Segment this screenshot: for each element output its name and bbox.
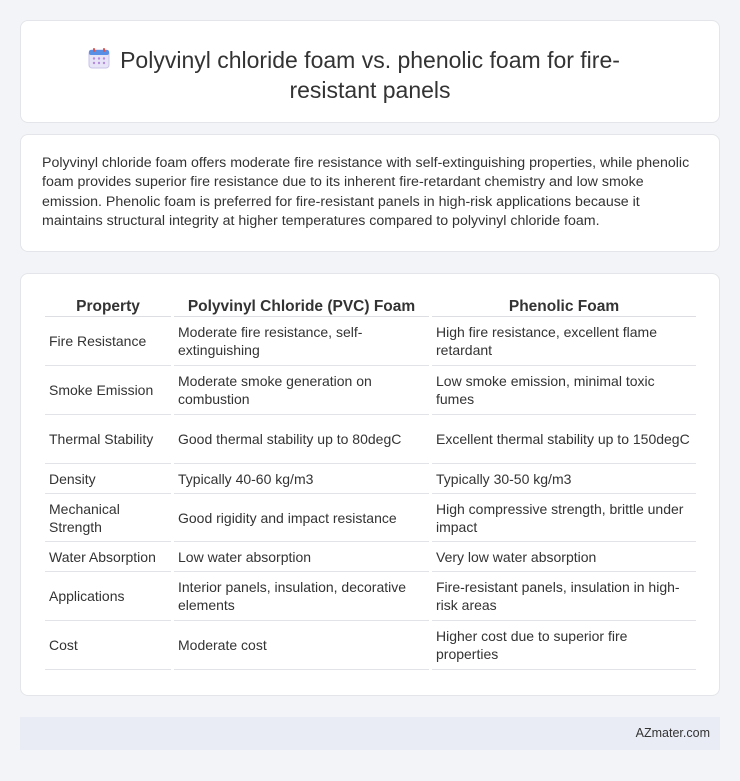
table-row [45, 542, 696, 572]
row-property: Cost [45, 621, 171, 670]
row-pvc-value: Good thermal stability up to 80degC [174, 415, 429, 464]
row-phenolic-value: Higher cost due to superior fire properties [432, 621, 696, 670]
row-property: Smoke Emission [45, 366, 171, 415]
row-pvc-value: Moderate cost [174, 621, 429, 670]
row-pvc-value: Interior panels, insulation, decorative elements [174, 572, 429, 621]
table-row [45, 317, 696, 366]
row-phenolic-value: Excellent thermal stability up to 150degC [432, 415, 696, 464]
row-property: Mechanical Strength [45, 494, 171, 542]
footer-bar [20, 717, 720, 750]
header-phenolic-foam: Phenolic Foam [432, 296, 696, 317]
row-phenolic-value: Low smoke emission, minimal toxic fumes [432, 366, 696, 415]
header-pvc-foam: Polyvinyl Chloride (PVC) Foam [174, 296, 429, 317]
footer-site-link[interactable]: AZmater.com [635, 726, 710, 740]
row-property: Density [45, 464, 171, 494]
comparison-table-card [20, 273, 720, 696]
row-pvc-value: Moderate fire resistance, self-extinguishing [174, 317, 429, 366]
page-title-line-2: resistant panels [289, 77, 451, 103]
row-property: Water Absorption [45, 542, 171, 572]
table-row [45, 415, 696, 464]
table-row [45, 366, 696, 415]
row-phenolic-value: High compressive strength, brittle under impact [432, 494, 696, 542]
title-card [20, 20, 720, 123]
row-property: Fire Resistance [45, 317, 171, 366]
table-row [45, 621, 696, 670]
row-phenolic-value: High fire resistance, excellent flame retardant [432, 317, 696, 366]
row-pvc-value: Low water absorption [174, 542, 429, 572]
table-row [45, 464, 696, 494]
page-title-line-1: Polyvinyl chloride foam vs. phenolic foam for fire- [120, 47, 620, 73]
table-row [45, 572, 696, 621]
row-phenolic-value: Typically 30-50 kg/m3 [432, 464, 696, 494]
row-pvc-value: Moderate smoke generation on combustion [174, 366, 429, 415]
page-title [21, 45, 719, 105]
row-phenolic-value: Fire-resistant panels, insulation in high-risk areas [432, 572, 696, 621]
row-property: Applications [45, 572, 171, 621]
row-pvc-value: Good rigidity and impact resistance [174, 494, 429, 542]
table-header-row [45, 296, 696, 317]
summary-card [20, 134, 720, 252]
row-phenolic-value: Very low water absorption [432, 542, 696, 572]
header-property: Property [45, 296, 171, 317]
row-pvc-value: Typically 40-60 kg/m3 [174, 464, 429, 494]
summary-text: Polyvinyl chloride foam offers moderate fire resistance with self-extinguishing properties, while phenolic foam provides superior fire resistance due to its inherent fire-retardant chemistry and low smoke emission. Phenolic foam is preferred for fire-resistant panels in high-risk applications because it maintains structural integrity at higher temperatures compared to polyvinyl chloride foam. [42, 155, 690, 229]
table-row [45, 494, 696, 542]
comparison-table [42, 296, 699, 670]
row-property: Thermal Stability [45, 415, 171, 464]
